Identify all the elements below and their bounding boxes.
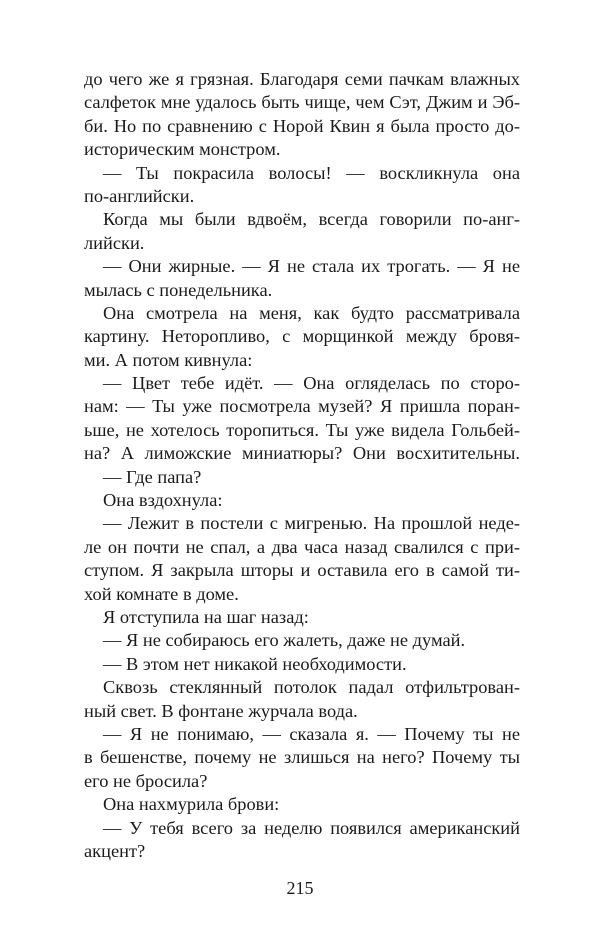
text-line: — У тебя всего за неделю появился американский [103, 817, 520, 838]
text-line: акцент? [84, 840, 146, 861]
text-line: мылась с понедельника. [84, 279, 273, 300]
text-line: историческим монстром. [84, 139, 281, 160]
text-line: Она нахмурила брови: [103, 794, 280, 815]
text-line: би. Но по сравнению с Норой Квин я была просто до- [84, 115, 520, 136]
text-line: его не бросила? [84, 770, 208, 791]
text-line: Она вздохнула: [103, 490, 223, 511]
text-line: хой комнате в доме. [84, 583, 239, 604]
text-line: — Лежит в постели с мигренью. На прошлой неде- [103, 513, 520, 534]
text-line: — В этом нет никакой необходимости. [103, 653, 407, 674]
text-line: Я отступила на шаг назад: [103, 606, 309, 627]
text-line: до чего же я грязная. Благодаря семи пачкам влажных [84, 69, 520, 89]
text-line: картину. Неторопливо, с морщинкой между бровя- [84, 326, 520, 347]
text-line: — Цвет тебе идёт. — Она огляделась по сторо- [103, 373, 520, 394]
text-line: салфеток мне удалось быть чище, чем Сэт, Джим и Эб- [84, 92, 520, 113]
text-line: — Я не понимаю, — сказала я. — Почему ты не [103, 723, 520, 744]
text-line: — Где папа? [103, 466, 202, 487]
text-line: — Ты покрасила волосы! — воскликнула она [103, 162, 520, 183]
page-body [84, 68, 520, 863]
text-line: ступом. Я закрыла шторы и оставила его в самой ти- [84, 560, 520, 581]
text-line: — Я не собираюсь его жалеть, даже не думай. [103, 630, 466, 651]
text-line: в бешенстве, почему не злишься на него? Почему ты [84, 747, 520, 768]
text-line: ный свет. В фонтане журчала вода. [84, 700, 358, 721]
page-number: 215 [286, 878, 314, 898]
text-line: на? А лиможские миниатюры? Они восхитительны. [84, 443, 520, 464]
text-line: ьше, не хотелось торопиться. Ты уже видела Гольбей- [84, 419, 520, 440]
text-line: Она смотрела на меня, как будто рассматривала [103, 302, 520, 323]
text-line: Когда мы были вдвоём, всегда говорили по-анг- [103, 209, 520, 230]
text-line: ле он почти не спал, а два часа назад свалился с при- [84, 536, 520, 557]
text-line: ми. А потом кивнула: [84, 349, 253, 370]
text-line: Сквозь стеклянный потолок падал отфильтрован- [103, 677, 520, 698]
text-line: — Они жирные. — Я не стала их трогать. — Я не [103, 256, 520, 277]
text-line: нам: — Ты уже посмотрела музей? Я пришла поран- [84, 396, 520, 417]
text-line: лийски. [84, 232, 145, 253]
text-line: по-английски. [84, 185, 195, 206]
